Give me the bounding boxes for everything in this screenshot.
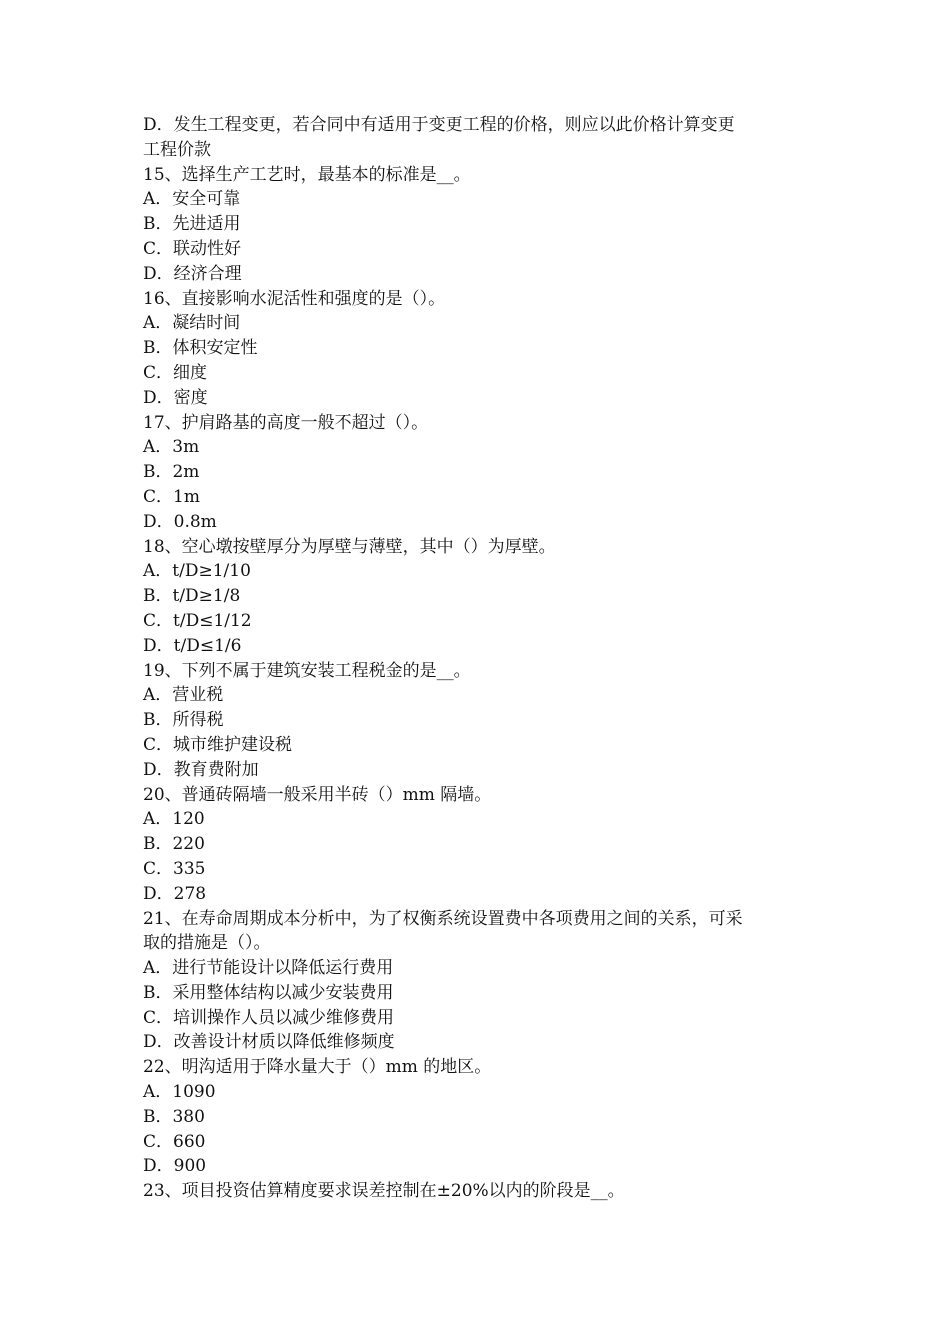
option-line: D．教育费附加 [143,759,259,780]
option-line: D．经济合理 [143,263,242,284]
option-line: C．联动性好 [143,238,242,259]
option-line: B．先进适用 [143,214,241,235]
option-line: C．培训操作人员以减少维修费用 [143,1007,395,1028]
question-18: 18、空心墩按壁厚分为厚壁与薄壁，其中（）为厚壁。 [143,536,556,557]
question-16: 16、直接影响水泥活性和强度的是（）。 [143,288,446,309]
option-line: A．营业税 [143,685,224,706]
option-line: B．所得税 [143,710,224,731]
option-line: C．660 [143,1131,206,1152]
option-line: C．细度 [143,362,208,383]
option-line: A．120 [143,809,205,830]
option-line: C．1m [143,486,200,507]
option-line: A．t/D≥1/10 [143,561,251,582]
option-line: A．1090 [143,1082,216,1103]
question-23: 23、项目投资估算精度要求误差控制在±20%以内的阶段是__。 [143,1181,625,1202]
question-20: 20、普通砖隔墙一般采用半砖（）mm 隔墙。 [143,784,492,805]
option-line: B．体积安定性 [143,338,258,359]
option-line: D．0.8m [143,511,217,532]
text-line: 取的措施是（）。 [143,933,271,954]
question-15: 15、选择生产工艺时，最基本的标准是__。 [143,164,471,185]
option-line: D．900 [143,1156,207,1177]
option-line: C．335 [143,858,206,879]
text-line: D．发生工程变更，若合同中有适用于变更工程的价格，则应以此价格计算变更 [143,115,735,135]
option-line: C．城市维护建设税 [143,734,293,755]
option-line: B．t/D≥1/8 [143,586,241,607]
document-body [143,113,813,1204]
option-line: B．380 [143,1106,205,1127]
option-line: A．进行节能设计以降低运行费用 [143,958,394,979]
question-22: 22、明沟适用于降水量大于（）mm 的地区。 [143,1057,492,1078]
question-21: 21、在寿命周期成本分析中，为了权衡系统设置费中各项费用之间的关系，可采 [143,908,743,929]
option-line: D．改善设计材质以降低维修频度 [143,1032,395,1053]
text-line: 工程价款 [143,139,211,160]
option-line: A．3m [143,437,200,458]
option-line: C．t/D≤1/12 [143,610,252,631]
option-line: B．220 [143,834,205,855]
option-line: A．凝结时间 [143,313,241,334]
question-17: 17、护肩路基的高度一般不超过（）。 [143,412,429,433]
question-19: 19、下列不属于建筑安装工程税金的是__。 [143,660,471,681]
option-line: D．t/D≤1/6 [143,635,242,656]
option-line: B．采用整体结构以减少安装费用 [143,982,394,1003]
option-line: A．安全可靠 [143,189,241,210]
option-line: D．密度 [143,387,208,408]
option-line: B．2m [143,462,200,483]
option-line: D．278 [143,883,207,904]
